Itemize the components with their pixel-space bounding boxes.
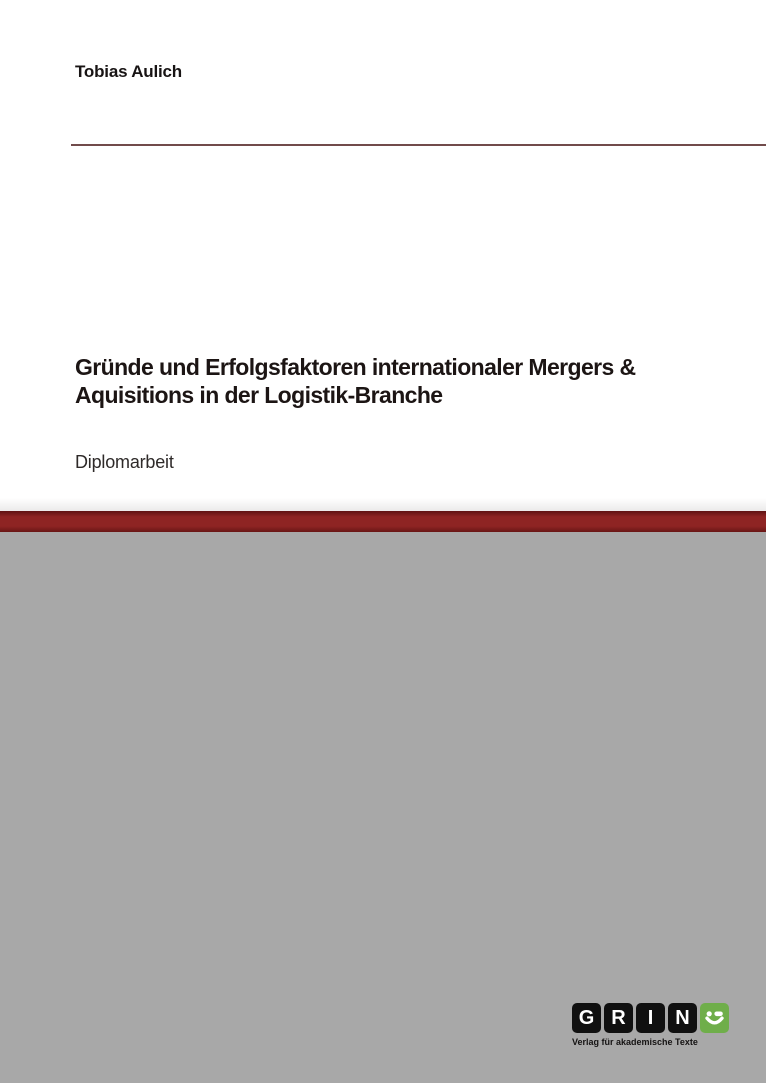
book-title-line: Gründe und Erfolgsfaktoren internationaler Mergers & <box>75 354 636 380</box>
logo-letter-box: G <box>572 1003 601 1033</box>
book-title <box>75 354 735 409</box>
divider-line <box>71 144 766 146</box>
red-accent-bar <box>0 511 766 532</box>
logo-letter-box: N <box>668 1003 697 1033</box>
grin-logo-letter-row <box>572 1003 729 1033</box>
publisher-tagline: Verlag für akademische Texte <box>572 1037 698 1047</box>
pre-bar-fade <box>0 498 766 511</box>
winking-smiley-icon <box>700 1003 729 1033</box>
logo-letter-box: R <box>604 1003 633 1033</box>
logo-letter-box: I <box>636 1003 665 1033</box>
lower-gray-panel <box>0 532 766 1083</box>
author-name: Tobias Aulich <box>75 62 182 81</box>
grin-publisher-logo <box>572 1003 729 1047</box>
document-type-label: Diplomarbeit <box>75 452 174 472</box>
book-title-line: Aquisitions in der Logistik-Branche <box>75 381 443 408</box>
